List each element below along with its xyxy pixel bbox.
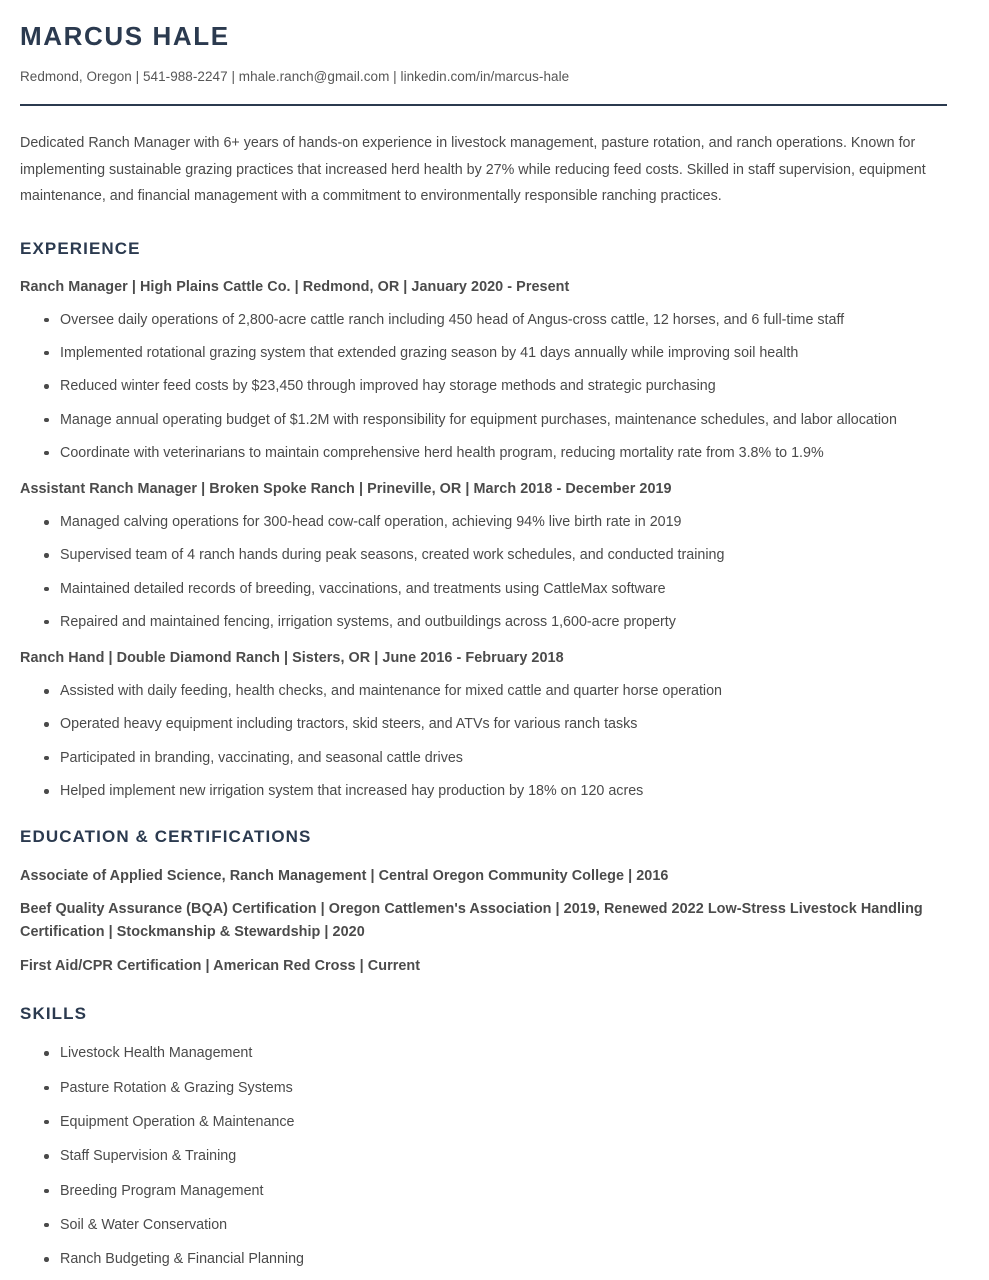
experience-entry — [20, 648, 968, 803]
job-bullet: Managed calving operations for 300-head cow-calf operation, achieving 94% live birth rate in 2019 — [20, 510, 968, 534]
section-title-education: EDUCATION & CERTIFICATIONS — [20, 827, 312, 847]
job-bullet: Operated heavy equipment including tractors, skid steers, and ATVs for various ranch tasks — [20, 712, 968, 736]
job-bullet: Participated in branding, vaccinating, and seasonal cattle drives — [20, 746, 968, 770]
job-heading: Assistant Ranch Manager | Broken Spoke Ranch | Prineville, OR | March 2018 - December 2019 — [20, 481, 672, 498]
education-entry: Associate of Applied Science, Ranch Management | Central Oregon Community College | 2016 — [20, 867, 669, 884]
job-bullet-list — [20, 308, 968, 465]
education-section — [20, 827, 968, 978]
skills-list — [20, 1041, 968, 1271]
experience-section — [20, 239, 968, 803]
job-bullet-list — [20, 510, 968, 634]
skills-section — [20, 1004, 968, 1271]
header-divider — [20, 104, 947, 106]
job-heading: Ranch Hand | Double Diamond Ranch | Sisters, OR | June 2016 - February 2018 — [20, 650, 564, 667]
experience-entry — [20, 277, 968, 465]
skill-item: Ranch Budgeting & Financial Planning — [20, 1247, 968, 1271]
experience-entry — [20, 479, 968, 634]
candidate-name: MARCUS HALE — [20, 21, 230, 51]
job-bullet: Oversee daily operations of 2,800-acre cattle ranch including 450 head of Angus-cross cattle, 12 horses, and 6 full-time staff — [20, 308, 968, 332]
job-bullet: Coordinate with veterinarians to maintain comprehensive herd health program, reducing mortality rate from 3.8% to 1.9% — [20, 441, 968, 465]
professional-summary: Dedicated Ranch Manager with 6+ years of hands-on experience in livestock management, pasture rotation, and ranch operations. Known for implementing sustainable grazing practices that increased herd health by 27% while reducing feed costs. Skilled in staff supervision, equipment maintenance, and financial management with a commitment to environmentally responsible ranching practices. — [20, 135, 926, 204]
education-entry: Beef Quality Assurance (BQA) Certification | Oregon Cattlemen's Association | 2019, Renewed 2022 Low-Stress Livestock Handling Certification | Stockmanship & Stewardship | 2020 — [20, 901, 923, 941]
skill-item: Livestock Health Management — [20, 1041, 968, 1065]
education-entry: First Aid/CPR Certification | American Red Cross | Current — [20, 957, 421, 974]
job-bullet: Reduced winter feed costs by $23,450 through improved hay storage methods and strategic purchasing — [20, 374, 968, 398]
section-title-skills: SKILLS — [20, 1004, 88, 1023]
skill-item: Soil & Water Conservation — [20, 1213, 968, 1237]
job-bullet: Supervised team of 4 ranch hands during peak seasons, created work schedules, and conducted training — [20, 543, 968, 567]
skill-item: Breeding Program Management — [20, 1179, 968, 1203]
job-bullet: Assisted with daily feeding, health checks, and maintenance for mixed cattle and quarter horse operation — [20, 679, 968, 703]
job-bullet: Implemented rotational grazing system that extended grazing season by 41 days annually while improving soil health — [20, 341, 968, 365]
job-bullet: Helped implement new irrigation system that increased hay production by 18% on 120 acres — [20, 779, 968, 803]
job-heading: Ranch Manager | High Plains Cattle Co. | Redmond, OR | January 2020 - Present — [20, 278, 570, 295]
job-bullet: Maintained detailed records of breeding, vaccinations, and treatments using CattleMax software — [20, 577, 968, 601]
skill-item: Equipment Operation & Maintenance — [20, 1110, 968, 1134]
job-bullet-list — [20, 679, 968, 803]
skill-item: Staff Supervision & Training — [20, 1144, 968, 1168]
skill-item: Pasture Rotation & Grazing Systems — [20, 1076, 968, 1100]
contact-line: Redmond, Oregon | 541-988-2247 | mhale.ranch@gmail.com | linkedin.com/in/marcus-hale — [20, 68, 570, 84]
section-title-experience: EXPERIENCE — [20, 239, 141, 259]
job-bullet: Repaired and maintained fencing, irrigation systems, and outbuildings across 1,600-acre property — [20, 610, 968, 634]
job-bullet: Manage annual operating budget of $1.2M with responsibility for equipment purchases, maintenance schedules, and labor allocation — [20, 408, 968, 432]
